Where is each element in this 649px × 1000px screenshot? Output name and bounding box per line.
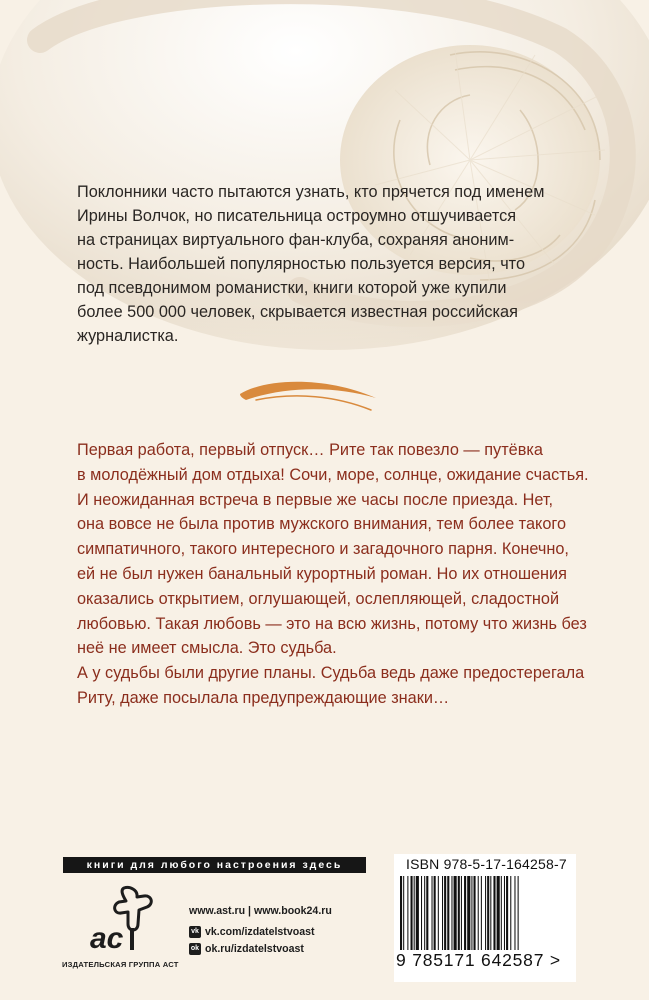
synopsis-line: ей не был нужен банальный курортный роман. Но их отношения [77, 564, 567, 583]
social-link-text: vk.com/izdatelstvoast [205, 925, 315, 938]
author-blurb-line: под псевдонимом романистки, книги которой уже купили [77, 279, 507, 297]
synopsis-line: в молодёжный дом отдыха! Сочи, море, солнце, ожидание счастья. [77, 465, 589, 484]
book-synopsis [77, 438, 589, 711]
social-link-ok[interactable] [189, 941, 304, 956]
synopsis-line: любовью. Такая любовь — это на всю жизнь, потому что жизнь без [77, 614, 587, 633]
isbn-barcode [394, 854, 576, 982]
author-blurb [77, 180, 597, 348]
synopsis-line: она вовсе не была против мужского внимания, тем более такого [77, 515, 567, 534]
author-blurb-line: Поклонники часто пытаются узнать, кто прячется под именем [77, 183, 545, 201]
barcode-digits: 9 785171 642587 > [396, 950, 561, 970]
svg-text:ac: ac [90, 922, 124, 955]
publisher-name: ИЗДАТЕЛЬСКАЯ ГРУППА АСТ [62, 960, 179, 969]
ast-logo-icon [72, 884, 172, 958]
social-link-text: ok.ru/izdatelstvoast [205, 942, 304, 955]
synopsis-line: неё не имеет смысла. Это судьба. [77, 639, 337, 658]
synopsis-line: Первая работа, первый отпуск… Рите так повезло — путёвка [77, 441, 543, 459]
author-blurb-line: на страницах виртуального фан-клуба, сохраняя аноним- [77, 231, 515, 249]
ok-icon: ok [189, 943, 201, 955]
barcode-bars [394, 876, 576, 952]
vk-icon: vk [189, 926, 201, 938]
author-blurb-line: более 500 000 человек, скрывается известная российская [77, 303, 518, 321]
synopsis-line: Риту, даже посылала предупреждающие знаки… [77, 688, 450, 707]
tagline-banner: книги для любого настроения здесь [63, 857, 366, 873]
synopsis-line: И неожиданная встреча в первые же часы после приезда. Нет, [77, 490, 554, 509]
social-link-vk[interactable] [189, 924, 315, 939]
isbn-number: ISBN 978-5-17-164258-7 [406, 856, 567, 872]
synopsis-line: оказались открытием, оглушающей, ослепляющей, сладостной [77, 589, 560, 608]
author-blurb-line: Ирины Волчок, но писательница остроумно отшучивается [77, 207, 517, 225]
author-blurb-line: журналистка. [77, 327, 179, 345]
synopsis-line: симпатичного, такого интересного и загадочного парня. Конечно, [77, 540, 569, 559]
synopsis-line: А у судьбы были другие планы. Судьба ведь даже предостерегала [77, 664, 585, 683]
author-blurb-line: ность. Наибольшей популярностью пользуется версия, что [77, 255, 526, 273]
publisher-websites[interactable]: www.ast.ru | www.book24.ru [189, 905, 332, 917]
decorative-swoosh [236, 376, 386, 416]
